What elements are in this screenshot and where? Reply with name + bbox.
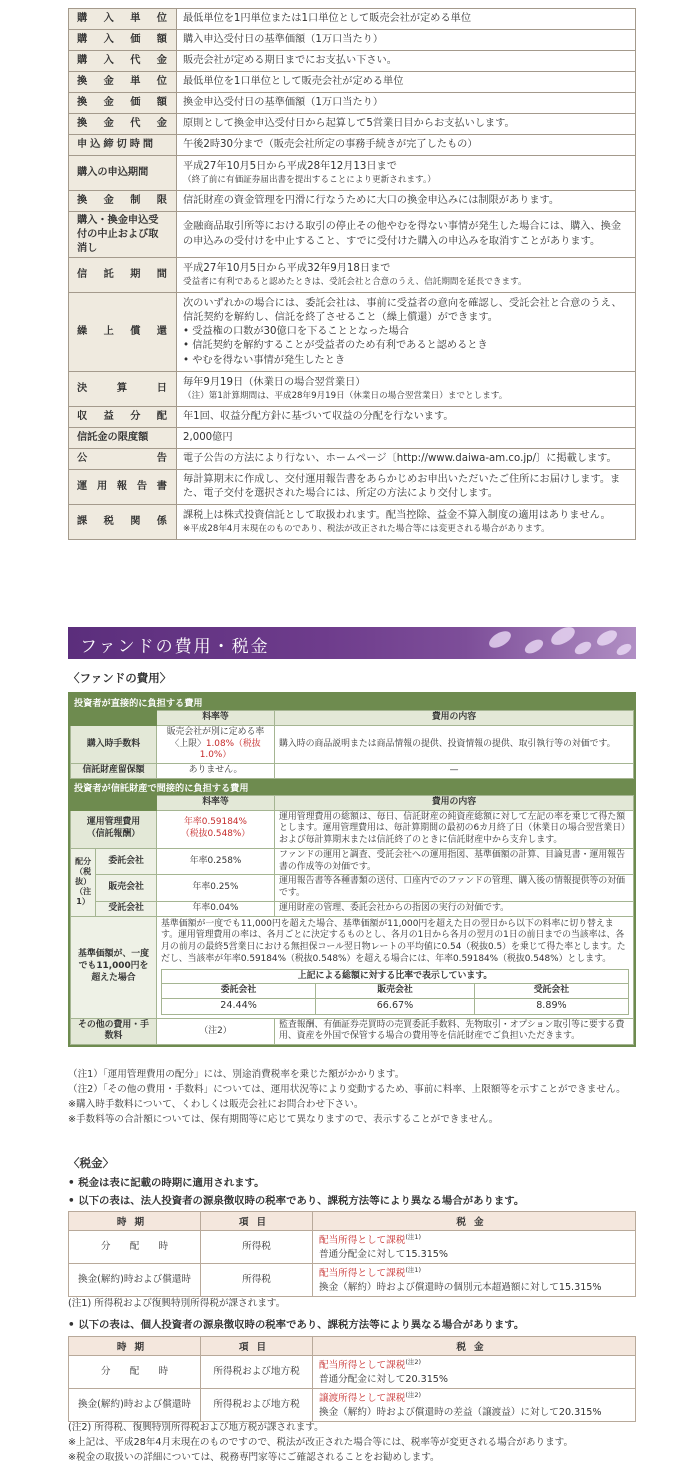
info-value-line: 課税上は株式投資信託として取扱われます。配当控除、益金不算入制度の適用はありません。 bbox=[183, 510, 611, 522]
tax-heading: 〈税金〉 bbox=[68, 1156, 114, 1170]
corp-tag-0: 配当所得として課税 bbox=[319, 1235, 406, 1247]
info-value bbox=[177, 428, 636, 449]
corp-detail-1: 換金（解約）時および償還時の個別元本超過額に対して15.315% bbox=[319, 1281, 602, 1293]
indiv-tag-0: 配当所得として課税 bbox=[319, 1360, 406, 1372]
col-content-head: 費用の内容 bbox=[275, 711, 634, 726]
ratio-caption: 上記による総額に対する比率で表示しています。 bbox=[162, 969, 629, 984]
ratio-table bbox=[161, 969, 629, 1015]
info-key: 課税関係 bbox=[69, 505, 177, 540]
petal-decoration bbox=[573, 639, 594, 657]
alloc-rate-2: 年率0.04% bbox=[157, 901, 275, 916]
fee-notes bbox=[68, 1068, 636, 1127]
info-value-line: 電子公告の方法により行ない、ホームページ〔http://www.daiwa-am.co.jp/〕に掲載します。 bbox=[183, 453, 617, 465]
info-value-line: • 受益権の口数が30億口を下ることとなった場合 bbox=[183, 326, 409, 338]
info-key: 購入・換金申込受付の中止および取消し bbox=[69, 212, 177, 258]
info-value-note: ※平成28年4月末現在のものであり、税法が改正された場合等には変更される場合があります。 bbox=[183, 524, 550, 535]
fund-info-table bbox=[68, 8, 636, 540]
tax-note-3: ※税金の取扱いの詳細については、税務専門家等にご確認されることをお勧めします。 bbox=[68, 1451, 440, 1463]
info-value bbox=[177, 407, 636, 428]
corp-tax-table-wrap bbox=[68, 1211, 636, 1297]
info-value bbox=[177, 293, 636, 372]
ratio-head-1: 販売会社 bbox=[316, 984, 475, 999]
tax-head-period-2: 時期 bbox=[69, 1337, 201, 1356]
indiv-tax-0 bbox=[313, 1356, 636, 1389]
info-row bbox=[69, 135, 636, 156]
indiv-tax-table-wrap bbox=[68, 1336, 636, 1422]
indiv-period-1: 換金(解約)時および償還時 bbox=[69, 1389, 201, 1422]
info-key: 繰上償還 bbox=[69, 293, 177, 372]
ratio-value-0: 24.44% bbox=[162, 999, 316, 1015]
corp-tag-1: 配当所得として課税 bbox=[319, 1268, 406, 1280]
direct-fee-table bbox=[70, 710, 634, 779]
info-value bbox=[177, 30, 636, 51]
info-row bbox=[69, 51, 636, 72]
purchase-fee-cap-value: 1.08%（税抜1.0%） bbox=[199, 738, 261, 761]
mgmt-fee-desc: 運用管理費用の総額は、毎日、信託財産の純資産総額に対して左記の率を乗じて得た額とします。運用管理費用は、毎計算期間の最初の6カ月終了日（休業日の場合翌営業日）および毎計算期末または信託終了のときに信託財産中から支弁します。 bbox=[275, 810, 634, 848]
fee-note-4: ※手数料等の合計額については、保有期間等に応じて異なりますので、表示することができません。 bbox=[68, 1113, 499, 1125]
info-row bbox=[69, 9, 636, 30]
mgmt-fee-rate bbox=[157, 810, 275, 848]
purchase-fee-label: 購入時手数料 bbox=[71, 725, 157, 763]
corp-tax-0 bbox=[313, 1231, 636, 1264]
info-value-line: 2,000億円 bbox=[183, 432, 233, 444]
petal-decoration bbox=[548, 627, 578, 649]
corp-sup-0: (注1) bbox=[405, 1233, 422, 1241]
corp-period-1: 換金(解約)時および償還時 bbox=[69, 1264, 201, 1297]
threshold-desc: 基準価額が一度でも11,000円を超えた場合、基準価額が11,000円を超えた日の翌日から以下の料率に切り替えます。運用管理費用の率は、各月ごとに決定するものとし、各月の1日から各月の翌月の1日の前日までの当該率は、各月の前月の最終5営業日における無担保コール翌日物レートの平均値に0.54（税抜0.5）を乗じて得た率とします。ただし、当該率が年率0.59184%（税抜0.548%）を超える場合には、年率0.59184%（税抜0.548%）とします。 bbox=[161, 918, 626, 964]
col-content-head-2: 費用の内容 bbox=[275, 795, 634, 810]
petal-decoration bbox=[523, 637, 546, 657]
tax-bullet-1: • 税金は表に記載の時期に適用されます。 bbox=[68, 1177, 265, 1189]
info-value-line: 毎計算期末に作成し、交付運用報告書をあらかじめお申出いただいたご住所にお届けします。また、電子交付を選択された場合には、所定の方法により交付します。 bbox=[183, 474, 621, 500]
petal-decoration bbox=[615, 642, 633, 658]
blank-cell bbox=[71, 795, 157, 810]
indirect-fee-table bbox=[70, 795, 634, 1045]
info-row bbox=[69, 449, 636, 470]
tax-head-tax: 税金 bbox=[313, 1212, 636, 1231]
ratio-value-1: 66.67% bbox=[316, 999, 475, 1015]
alloc-rate-0: 年率0.258% bbox=[157, 848, 275, 875]
info-value bbox=[177, 9, 636, 30]
info-row bbox=[69, 72, 636, 93]
purchase-fee-rate bbox=[157, 725, 275, 763]
corp-item-1: 所得税 bbox=[201, 1264, 313, 1297]
info-value-line: • 信託契約を解約することが受益者のため有利であると認めるとき bbox=[183, 340, 488, 352]
info-key: 信託金の限度額 bbox=[69, 428, 177, 449]
ratio-head-2: 受託会社 bbox=[474, 984, 628, 999]
info-value-line: 販売会社が定める期日までにお支払い下さい。 bbox=[183, 54, 397, 66]
info-key: 購入価額 bbox=[69, 30, 177, 51]
info-value-note: （注）第1計算期間は、平成28年9月19日（休業日の場合翌営業日）までとします。 bbox=[183, 391, 508, 402]
other-fee-rate: （注2） bbox=[157, 1018, 275, 1045]
tax-notes bbox=[68, 1421, 636, 1466]
info-value bbox=[177, 212, 636, 258]
info-value bbox=[177, 51, 636, 72]
info-value-line: 次のいずれかの場合には、委託会社は、事前に受益者の意向を確認し、受託会社と合意のうえ、信託契約を解約し、信託を終了させること（繰上償還）ができます。 bbox=[183, 297, 622, 323]
indiv-sup-1: (注2) bbox=[405, 1391, 422, 1400]
fee-table-box bbox=[68, 692, 636, 1047]
info-value-line: 購入申込受付日の基準価額（1万口当たり） bbox=[183, 33, 384, 45]
mgmt-fee-label-1: 運用管理費用 bbox=[86, 817, 141, 828]
info-value-line: 平成27年10月5日から平成32年9月18日まで bbox=[183, 263, 391, 275]
info-row bbox=[69, 372, 636, 407]
tax-note-1: (注2) 所得税、復興特別所得税および地方税が課されます。 bbox=[68, 1422, 324, 1433]
alloc-name-2: 受託会社 bbox=[96, 901, 157, 916]
purchase-fee-cap-label: 〈上限〉 bbox=[170, 738, 206, 749]
info-value-line: 信託財産の資金管理を円滑に行なうために大口の換金申込みには制限があります。 bbox=[183, 194, 560, 206]
info-value bbox=[177, 93, 636, 114]
info-value-line: 毎年9月19日（休業日の場合翌営業日） bbox=[183, 377, 366, 389]
info-value-line: 最低単位を1円単位または1口単位として販売会社が定める単位 bbox=[183, 12, 472, 24]
tax-head-period: 時期 bbox=[69, 1212, 201, 1231]
info-key: 収益分配 bbox=[69, 407, 177, 428]
info-row bbox=[69, 258, 636, 293]
info-key: 決算日 bbox=[69, 372, 177, 407]
purchase-fee-desc: 購入時の商品説明または商品情報の提供、投資情報の提供、取引執行等の対価です。 bbox=[275, 725, 634, 763]
fees-heading: 〈ファンドの費用〉 bbox=[68, 671, 172, 685]
corp-detail-0: 普通分配金に対して15.315% bbox=[319, 1248, 449, 1260]
retention-desc: — bbox=[275, 764, 634, 779]
info-row bbox=[69, 428, 636, 449]
indiv-tax-1 bbox=[313, 1389, 636, 1422]
direct-fee-header: 投資者が直接的に負担する費用 bbox=[74, 698, 203, 709]
indiv-detail-1: 換金（解約）時および償還時の差益（譲渡益）に対して20.315% bbox=[319, 1406, 602, 1418]
indirect-fee-header: 投資者が信託財産で間接的に負担する費用 bbox=[74, 782, 249, 794]
info-value-note: 受益者に有利であると認めたときは、受託会社と合意のうえ、信託期間を延長できます。 bbox=[183, 277, 527, 288]
tax-bullet-2: • 以下の表は、法人投資者の源泉徴収時の税率であり、課税方法等により異なる場合があります。 bbox=[68, 1195, 525, 1207]
info-row bbox=[69, 470, 636, 505]
alloc-name-0: 委託会社 bbox=[96, 848, 157, 875]
tax-head-tax-2: 税金 bbox=[313, 1337, 636, 1356]
indiv-tax-table bbox=[68, 1336, 636, 1422]
info-key: 公告 bbox=[69, 449, 177, 470]
info-row bbox=[69, 30, 636, 51]
alloc-label: 配分（税抜）（注1） bbox=[71, 848, 96, 916]
info-value-line: • やむを得ない事情が発生したとき bbox=[183, 354, 346, 366]
indiv-tag-1: 譲渡所得として課税 bbox=[319, 1393, 406, 1405]
banner-title: ファンドの費用・税金 bbox=[80, 637, 270, 657]
info-value bbox=[177, 114, 636, 135]
info-value-line: 換金申込受付日の基準価額（1万口当たり） bbox=[183, 96, 384, 108]
corp-tax-1 bbox=[313, 1264, 636, 1297]
info-value-note: （終了前に有価証券届出書を提出することにより更新されます。） bbox=[183, 175, 436, 186]
info-value bbox=[177, 505, 636, 540]
fee-note-1: （注1）「運用管理費用の配分」には、別途消費税率を乗じた額がかかります。 bbox=[68, 1069, 405, 1080]
other-fee-desc: 監査報酬、有価証券売買時の売買委託手数料、先物取引・オプション取引等に要する費用、資産を外国で保管する場合の費用等を信託財産でご負担いただきます。 bbox=[275, 1018, 634, 1045]
alloc-rate-1: 年率0.25% bbox=[157, 875, 275, 902]
info-key: 購入の申込期間 bbox=[69, 156, 177, 191]
threshold-label: 基準価額が、一度でも11,000円を超えた場合 bbox=[71, 916, 157, 1018]
purchase-fee-rate-line1: 販売会社が別に定める率 bbox=[166, 726, 265, 737]
info-value bbox=[177, 449, 636, 470]
info-key: 購入単位 bbox=[69, 9, 177, 30]
info-key: 換金価額 bbox=[69, 93, 177, 114]
info-row bbox=[69, 114, 636, 135]
ratio-value-2: 8.89% bbox=[474, 999, 628, 1015]
corp-item-0: 所得税 bbox=[201, 1231, 313, 1264]
info-key: 運用報告書 bbox=[69, 470, 177, 505]
info-value-line: 平成27年10月5日から平成28年12月13日まで bbox=[183, 160, 397, 172]
info-value-line: 原則として換金申込受付日から起算して5営業日目からお支払いします。 bbox=[183, 117, 515, 129]
tax-head-item: 項目 bbox=[201, 1212, 313, 1231]
info-row bbox=[69, 505, 636, 540]
info-value-line: 年1回、収益分配方針に基づいて収益の分配を行ないます。 bbox=[183, 411, 454, 423]
corp-period-0: 分 配 時 bbox=[69, 1231, 201, 1264]
info-key: 換金制限 bbox=[69, 191, 177, 212]
mgmt-fee-label bbox=[71, 810, 157, 848]
alloc-desc-2: 運用財産の管理、委託会社からの指図の実行の対価です。 bbox=[275, 901, 634, 916]
info-key: 信託期間 bbox=[69, 258, 177, 293]
info-value bbox=[177, 156, 636, 191]
indiv-item-1: 所得税および地方税 bbox=[201, 1389, 313, 1422]
indiv-period-0: 分 配 時 bbox=[69, 1356, 201, 1389]
info-value bbox=[177, 135, 636, 156]
info-key: 申込締切時間 bbox=[69, 135, 177, 156]
info-key: 購入代金 bbox=[69, 51, 177, 72]
retention-label: 信託財産留保額 bbox=[71, 764, 157, 779]
tax-head-item-2: 項目 bbox=[201, 1337, 313, 1356]
retention-rate: ありません。 bbox=[157, 764, 275, 779]
tax-note-2: ※上記は、平成28年4月末現在のものですので、税法が改正された場合等には、税率等が変更される場合があります。 bbox=[68, 1436, 574, 1448]
fee-note-2: （注2）「その他の費用・手数料」については、運用状況等により変動するため、事前に料率、上限額等を示すことができません。 bbox=[68, 1083, 626, 1095]
info-value-line: 最低単位を1口単位として販売会社が定める単位 bbox=[183, 75, 404, 87]
corp-sup-1: (注1) bbox=[405, 1266, 422, 1275]
petal-decoration bbox=[594, 627, 619, 648]
info-value bbox=[177, 72, 636, 93]
info-row bbox=[69, 93, 636, 114]
blank-cell bbox=[71, 711, 157, 726]
mgmt-fee-label-2: （信託報酬） bbox=[86, 829, 141, 840]
mgmt-fee-rate-1: 年率0.59184% bbox=[184, 817, 247, 828]
fee-note-3: ※購入時手数料について、くわしくは販売会社にお問合わせ下さい。 bbox=[68, 1098, 364, 1110]
other-fee-label: その他の費用・手数料 bbox=[71, 1018, 157, 1045]
info-row bbox=[69, 212, 636, 258]
info-row bbox=[69, 191, 636, 212]
ratio-head-0: 委託会社 bbox=[162, 984, 316, 999]
alloc-name-1: 販売会社 bbox=[96, 875, 157, 902]
mgmt-fee-rate-2: （税抜0.548%） bbox=[180, 829, 251, 840]
indiv-item-0: 所得税および地方税 bbox=[201, 1356, 313, 1389]
info-value-line: 午後2時30分まで（販売会社所定の事務手続きが完了したもの） bbox=[183, 138, 478, 150]
info-value bbox=[177, 191, 636, 212]
corp-tax-note: (注1) 所得税および復興特別所得税が課されます。 bbox=[68, 1298, 286, 1309]
alloc-desc-0: ファンドの運用と調査、受託会社への運用指図、基準価額の計算、目論見書・運用報告書の作成等の対価です。 bbox=[275, 848, 634, 875]
info-key: 換金代金 bbox=[69, 114, 177, 135]
petal-decoration bbox=[486, 628, 513, 651]
info-row bbox=[69, 407, 636, 428]
info-value bbox=[177, 258, 636, 293]
info-key: 換金単位 bbox=[69, 72, 177, 93]
info-value bbox=[177, 470, 636, 505]
tax-bullet-3: • 以下の表は、個人投資者の源泉徴収時の税率であり、課税方法等により異なる場合があります。 bbox=[68, 1319, 525, 1331]
indiv-sup-0: (注2) bbox=[405, 1358, 422, 1366]
info-row bbox=[69, 156, 636, 191]
info-value bbox=[177, 372, 636, 407]
fund-info-table-wrap bbox=[68, 8, 636, 540]
indiv-detail-0: 普通分配金に対して20.315% bbox=[319, 1373, 449, 1385]
threshold-cell bbox=[157, 916, 634, 1018]
col-rate-head-2: 料率等 bbox=[157, 795, 275, 810]
fees-tax-banner bbox=[68, 627, 636, 659]
alloc-desc-1: 運用報告書等各種書類の送付、口座内でのファンドの管理、購入後の情報提供等の対価です。 bbox=[275, 875, 634, 902]
col-rate-head: 料率等 bbox=[157, 711, 275, 726]
info-row bbox=[69, 293, 636, 372]
info-value-line: 金融商品取引所等における取引の停止その他やむを得ない事情が発生した場合には、購入、換金の申込みの受付けを中止すること、すでに受付けた購入の申込みを取消すことがあります。 bbox=[183, 221, 622, 247]
corp-tax-table bbox=[68, 1211, 636, 1297]
